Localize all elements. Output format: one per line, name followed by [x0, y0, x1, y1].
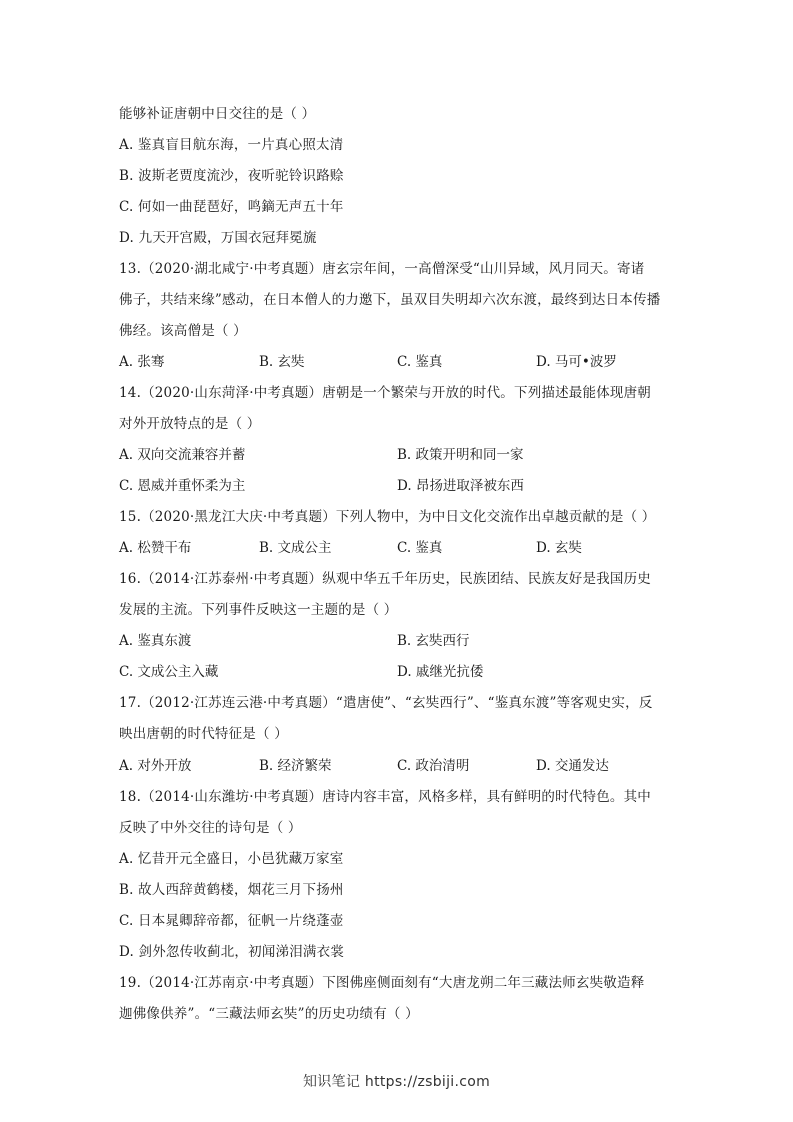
q16-option-c: C. 文成公主入藏 — [119, 664, 219, 680]
question-19-line-1: 19.（2014·江苏南京·中考真题）下图佛座侧面刻有“大唐龙朔二年三藏法师玄奘敬造释 — [119, 975, 645, 991]
q15-option-b: B. 文成公主 — [259, 540, 332, 556]
q17-option-c: C. 政治清明 — [397, 758, 470, 774]
option-c: C. 何如一曲琵琶好，鸣鏑无声五十年 — [119, 199, 344, 215]
q13-option-c: C. 鉴真 — [397, 354, 443, 370]
question-13-line-3: 佛经。该高僧是（ ） — [119, 323, 247, 339]
q15-option-c: C. 鉴真 — [397, 540, 443, 556]
question-18-line-2: 反映了中外交往的诗句是（ ） — [119, 820, 302, 836]
question-19-line-2: 迦佛像供养”。“三藏法师玄奘”的历史功绩有（ ） — [119, 1006, 419, 1022]
q17-option-a: A. 对外开放 — [119, 758, 192, 774]
q14-option-a: A. 双向交流兼容并蓄 — [119, 447, 246, 463]
option-a: A. 鉴真盲目航东海，一片真心照太清 — [119, 137, 344, 153]
q16-option-b: B. 玄奘西行 — [397, 633, 470, 649]
question-16-line-1: 16.（2014·江苏泰州·中考真题）纵观中华五千年历史，民族团结、民族友好是我国历史 — [119, 571, 652, 587]
q14-option-d: D. 昂扬进取泽被东西 — [397, 478, 524, 494]
q18-option-b: B. 故人西辞黄鹤楼，烟花三月下扬州 — [119, 882, 344, 898]
question-13-line-1: 13.（2020·湖北咸宁·中考真题）唐玄宗年间，一高僧深受“山川异域，风月同天。寄诸 — [119, 261, 645, 277]
question-14-line-2: 对外开放特点的是（ ） — [119, 416, 261, 432]
question-17-line-2: 映出唐朝的时代特征是（ ） — [119, 726, 288, 742]
q14-option-c: C. 恩威并重怀柔为主 — [119, 478, 246, 494]
q18-option-d: D. 剑外忽传收蓟北，初闻涕泪满衣裳 — [119, 944, 345, 960]
question-18-line-1: 18.（2014·山东潍坊·中考真题）唐诗内容丰富，风格多样，具有鲜明的时代特色。其中 — [119, 789, 652, 805]
q13-option-a: A. 张骞 — [119, 354, 165, 370]
q14-option-b: B. 政策开明和同一家 — [397, 447, 524, 463]
footer-watermark: 知识笔记 https://zsbiji.com — [302, 1074, 491, 1090]
question-17-line-1: 17.（2012·江苏连云港·中考真题）“遣唐使”、“玄奘西行”、“鉴真东渡”等客观史实，反 — [119, 695, 653, 711]
option-d: D. 九天开宫殿，万国衣冠拜冕旒 — [119, 230, 317, 246]
q17-option-b: B. 经济繁荣 — [259, 758, 332, 774]
q16-option-a: A. 鉴真东渡 — [119, 633, 192, 649]
q16-option-d: D. 戚继光抗倭 — [397, 664, 484, 680]
q15-option-d: D. 玄奘 — [536, 540, 582, 556]
q17-option-d: D. 交通发达 — [536, 758, 609, 774]
q13-option-b: B. 玄奘 — [259, 354, 305, 370]
option-b: B. 波斯老贾度流沙，夜听驼铃识路赊 — [119, 168, 344, 184]
q18-option-c: C. 日本晁卿辞帝都，征帆一片绕蓬壶 — [119, 913, 344, 929]
q15-option-a: A. 松赞干布 — [119, 540, 192, 556]
question-14-line-1: 14.（2020·山东菏泽·中考真题）唐朝是一个繁荣与开放的时代。下列描述最能体现唐朝 — [119, 385, 652, 401]
question-stem: 能够补证唐朝中日交往的是（ ） — [119, 106, 316, 122]
question-15-line-1: 15.（2020·黑龙江大庆·中考真题）下列人物中，为中日文化交流作出卓越贡献的是（ ） — [119, 509, 656, 525]
question-16-line-2: 发展的主流。下列事件反映这一主题的是（ ） — [119, 602, 398, 618]
q18-option-a: A. 忆昔开元全盛日，小邑犹藏万家室 — [119, 851, 344, 867]
question-13-line-2: 佛子，共结来缘”感动，在日本僧人的力邀下，虽双目失明却六次东渡，最终到达日本传播 — [119, 292, 661, 308]
q13-option-d: D. 马可•波罗 — [536, 354, 617, 370]
